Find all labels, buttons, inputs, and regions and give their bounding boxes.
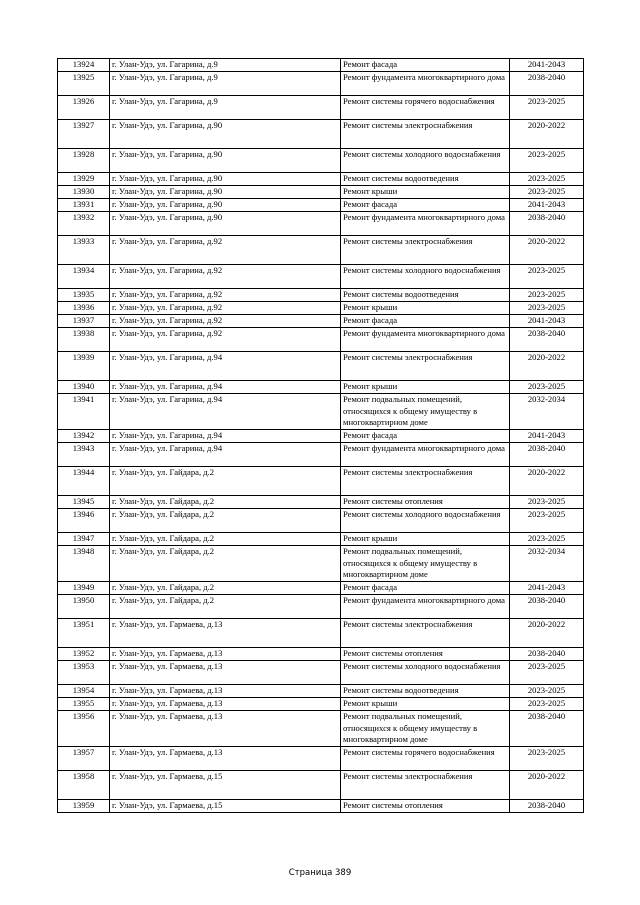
row-period: 2023-2025 <box>510 381 584 394</box>
row-period: 2038-2040 <box>510 72 584 96</box>
row-address: г. Улан-Удэ, ул. Гармаева, д.13 <box>110 747 341 771</box>
table-row <box>58 212 584 236</box>
row-address: г. Улан-Удэ, ул. Гармаева, д.13 <box>110 711 341 747</box>
row-address: г. Улан-Удэ, ул. Гайдара, д.2 <box>110 582 341 595</box>
row-work: Ремонт системы электроснабжения <box>341 771 510 800</box>
row-address: г. Улан-Удэ, ул. Гагарина, д.90 <box>110 186 341 199</box>
row-period: 2032-2034 <box>510 394 584 430</box>
row-number: 13950 <box>58 595 110 619</box>
row-number: 13936 <box>58 302 110 315</box>
row-number: 13955 <box>58 698 110 711</box>
row-number: 13956 <box>58 711 110 747</box>
table-row <box>58 186 584 199</box>
row-address: г. Улан-Удэ, ул. Гагарина, д.90 <box>110 149 341 173</box>
row-work: Ремонт фасада <box>341 315 510 328</box>
row-period: 2020-2022 <box>510 771 584 800</box>
row-address: г. Улан-Удэ, ул. Гармаева, д.13 <box>110 685 341 698</box>
row-period: 2041-2043 <box>510 59 584 72</box>
table-row <box>58 582 584 595</box>
table-row <box>58 315 584 328</box>
row-address: г. Улан-Удэ, ул. Гагарина, д.90 <box>110 120 341 149</box>
row-number: 13930 <box>58 186 110 199</box>
row-work: Ремонт крыши <box>341 533 510 546</box>
row-number: 13958 <box>58 771 110 800</box>
row-period: 2020-2022 <box>510 120 584 149</box>
table-row <box>58 302 584 315</box>
row-number: 13940 <box>58 381 110 394</box>
row-period: 2023-2025 <box>510 747 584 771</box>
row-period: 2041-2043 <box>510 582 584 595</box>
table-row <box>58 236 584 265</box>
row-address: г. Улан-Удэ, ул. Гармаева, д.13 <box>110 661 341 685</box>
row-work: Ремонт системы холодного водоснабжения <box>341 509 510 533</box>
row-work: Ремонт подвальных помещений, относящихся к общему имуществу в многоквартирном доме <box>341 711 510 747</box>
row-period: 2038-2040 <box>510 443 584 467</box>
page-footer: Страница 389 <box>288 868 352 878</box>
table-row <box>58 59 584 72</box>
table-row <box>58 328 584 352</box>
row-number: 13935 <box>58 289 110 302</box>
row-work: Ремонт фундамента многоквартирного дома <box>341 328 510 352</box>
row-address: г. Улан-Удэ, ул. Гайдара, д.2 <box>110 533 341 546</box>
row-number: 13931 <box>58 199 110 212</box>
row-number: 13942 <box>58 430 110 443</box>
row-work: Ремонт фундамента многоквартирного дома <box>341 443 510 467</box>
table-row <box>58 595 584 619</box>
row-period: 2020-2022 <box>510 236 584 265</box>
row-work: Ремонт системы электроснабжения <box>341 619 510 648</box>
row-number: 13932 <box>58 212 110 236</box>
row-number: 13946 <box>58 509 110 533</box>
row-period: 2023-2025 <box>510 265 584 289</box>
table-row <box>58 747 584 771</box>
row-work: Ремонт системы электроснабжения <box>341 236 510 265</box>
table-row <box>58 199 584 212</box>
row-work: Ремонт системы водоотведения <box>341 289 510 302</box>
row-work: Ремонт фасада <box>341 199 510 212</box>
row-period: 2041-2043 <box>510 315 584 328</box>
row-work: Ремонт системы электроснабжения <box>341 352 510 381</box>
row-address: г. Улан-Удэ, ул. Гагарина, д.9 <box>110 72 341 96</box>
row-address: г. Улан-Удэ, ул. Гагарина, д.9 <box>110 59 341 72</box>
row-period: 2023-2025 <box>510 289 584 302</box>
row-period: 2041-2043 <box>510 430 584 443</box>
table-row <box>58 289 584 302</box>
row-address: г. Улан-Удэ, ул. Гагарина, д.94 <box>110 394 341 430</box>
row-address: г. Улан-Удэ, ул. Гагарина, д.94 <box>110 443 341 467</box>
row-work: Ремонт системы горячего водоснабжения <box>341 747 510 771</box>
table-row <box>58 149 584 173</box>
row-period: 2023-2025 <box>510 533 584 546</box>
table-row <box>58 661 584 685</box>
row-address: г. Улан-Удэ, ул. Гагарина, д.90 <box>110 173 341 186</box>
row-address: г. Улан-Удэ, ул. Гагарина, д.90 <box>110 199 341 212</box>
row-number: 13934 <box>58 265 110 289</box>
row-period: 2032-2034 <box>510 546 584 582</box>
row-number: 13944 <box>58 467 110 496</box>
table-row <box>58 546 584 582</box>
table-row <box>58 619 584 648</box>
row-period: 2038-2040 <box>510 595 584 619</box>
row-work: Ремонт подвальных помещений, относящихся к общему имуществу в многоквартирном доме <box>341 394 510 430</box>
row-number: 13927 <box>58 120 110 149</box>
row-work: Ремонт крыши <box>341 186 510 199</box>
row-number: 13928 <box>58 149 110 173</box>
row-number: 13954 <box>58 685 110 698</box>
row-period: 2038-2040 <box>510 328 584 352</box>
row-address: г. Улан-Удэ, ул. Гагарина, д.92 <box>110 236 341 265</box>
works-table-body <box>58 59 584 813</box>
row-work: Ремонт фундамента многоквартирного дома <box>341 72 510 96</box>
row-work: Ремонт крыши <box>341 698 510 711</box>
row-period: 2023-2025 <box>510 509 584 533</box>
row-number: 13933 <box>58 236 110 265</box>
table-row <box>58 496 584 509</box>
row-period: 2041-2043 <box>510 199 584 212</box>
row-number: 13925 <box>58 72 110 96</box>
row-address: г. Улан-Удэ, ул. Гайдара, д.2 <box>110 496 341 509</box>
row-period: 2020-2022 <box>510 467 584 496</box>
row-period: 2023-2025 <box>510 302 584 315</box>
row-number: 13945 <box>58 496 110 509</box>
row-period: 2038-2040 <box>510 648 584 661</box>
row-period: 2020-2022 <box>510 619 584 648</box>
row-address: г. Улан-Удэ, ул. Гагарина, д.94 <box>110 352 341 381</box>
row-number: 13937 <box>58 315 110 328</box>
row-work: Ремонт системы горячего водоснабжения <box>341 96 510 120</box>
row-work: Ремонт системы водоотведения <box>341 173 510 186</box>
row-work: Ремонт системы холодного водоснабжения <box>341 149 510 173</box>
table-row <box>58 173 584 186</box>
table-row <box>58 711 584 747</box>
row-number: 13948 <box>58 546 110 582</box>
row-work: Ремонт подвальных помещений, относящихся к общему имуществу в многоквартирном доме <box>341 546 510 582</box>
row-number: 13926 <box>58 96 110 120</box>
row-period: 2023-2025 <box>510 173 584 186</box>
row-work: Ремонт системы холодного водоснабжения <box>341 661 510 685</box>
row-period: 2023-2025 <box>510 149 584 173</box>
row-period: 2038-2040 <box>510 800 584 813</box>
table-row <box>58 509 584 533</box>
row-address: г. Улан-Удэ, ул. Гармаева, д.13 <box>110 619 341 648</box>
row-period: 2038-2040 <box>510 212 584 236</box>
row-work: Ремонт системы холодного водоснабжения <box>341 265 510 289</box>
row-address: г. Улан-Удэ, ул. Гагарина, д.92 <box>110 302 341 315</box>
table-row <box>58 800 584 813</box>
row-number: 13952 <box>58 648 110 661</box>
row-address: г. Улан-Удэ, ул. Гагарина, д.94 <box>110 430 341 443</box>
row-number: 13939 <box>58 352 110 381</box>
row-address: г. Улан-Удэ, ул. Гагарина, д.92 <box>110 315 341 328</box>
table-row <box>58 443 584 467</box>
row-work: Ремонт системы отопления <box>341 800 510 813</box>
row-period: 2023-2025 <box>510 96 584 120</box>
row-number: 13943 <box>58 443 110 467</box>
row-address: г. Улан-Удэ, ул. Гагарина, д.90 <box>110 212 341 236</box>
row-number: 13947 <box>58 533 110 546</box>
table-row <box>58 685 584 698</box>
row-address: г. Улан-Удэ, ул. Гайдара, д.2 <box>110 467 341 496</box>
table-row <box>58 96 584 120</box>
row-address: г. Улан-Удэ, ул. Гагарина, д.92 <box>110 265 341 289</box>
table-row <box>58 698 584 711</box>
row-period: 2020-2022 <box>510 352 584 381</box>
row-address: г. Улан-Удэ, ул. Гармаева, д.15 <box>110 771 341 800</box>
row-work: Ремонт крыши <box>341 381 510 394</box>
row-number: 13949 <box>58 582 110 595</box>
row-work: Ремонт фундамента многоквартирного дома <box>341 212 510 236</box>
table-row <box>58 352 584 381</box>
row-period: 2023-2025 <box>510 186 584 199</box>
table-row <box>58 265 584 289</box>
row-number: 13938 <box>58 328 110 352</box>
row-address: г. Улан-Удэ, ул. Гагарина, д.94 <box>110 381 341 394</box>
row-period: 2023-2025 <box>510 698 584 711</box>
row-work: Ремонт крыши <box>341 302 510 315</box>
row-number: 13924 <box>58 59 110 72</box>
row-address: г. Улан-Удэ, ул. Гагарина, д.92 <box>110 289 341 302</box>
row-number: 13929 <box>58 173 110 186</box>
row-number: 13957 <box>58 747 110 771</box>
row-address: г. Улан-Удэ, ул. Гайдара, д.2 <box>110 595 341 619</box>
row-number: 13951 <box>58 619 110 648</box>
row-address: г. Улан-Удэ, ул. Гайдара, д.2 <box>110 509 341 533</box>
row-work: Ремонт фасада <box>341 430 510 443</box>
row-period: 2023-2025 <box>510 661 584 685</box>
row-work: Ремонт фундамента многоквартирного дома <box>341 595 510 619</box>
row-work: Ремонт фасада <box>341 582 510 595</box>
row-address: г. Улан-Удэ, ул. Гармаева, д.13 <box>110 648 341 661</box>
row-address: г. Улан-Удэ, ул. Гагарина, д.9 <box>110 96 341 120</box>
row-period: 2038-2040 <box>510 711 584 747</box>
table-row <box>58 430 584 443</box>
row-work: Ремонт фасада <box>341 59 510 72</box>
row-work: Ремонт системы электроснабжения <box>341 467 510 496</box>
row-address: г. Улан-Удэ, ул. Гагарина, д.92 <box>110 328 341 352</box>
row-number: 13953 <box>58 661 110 685</box>
row-address: г. Улан-Удэ, ул. Гармаева, д.13 <box>110 698 341 711</box>
table-row <box>58 72 584 96</box>
row-number: 13959 <box>58 800 110 813</box>
row-address: г. Улан-Удэ, ул. Гармаева, д.15 <box>110 800 341 813</box>
row-period: 2023-2025 <box>510 685 584 698</box>
row-number: 13941 <box>58 394 110 430</box>
table-row <box>58 533 584 546</box>
table-row <box>58 394 584 430</box>
row-address: г. Улан-Удэ, ул. Гайдара, д.2 <box>110 546 341 582</box>
row-work: Ремонт системы водоотведения <box>341 685 510 698</box>
row-work: Ремонт системы отопления <box>341 496 510 509</box>
table-row <box>58 381 584 394</box>
row-work: Ремонт системы отопления <box>341 648 510 661</box>
table-row <box>58 120 584 149</box>
table-row <box>58 771 584 800</box>
table-row <box>58 467 584 496</box>
row-period: 2023-2025 <box>510 496 584 509</box>
row-work: Ремонт системы электроснабжения <box>341 120 510 149</box>
works-table <box>57 58 584 813</box>
table-row <box>58 648 584 661</box>
